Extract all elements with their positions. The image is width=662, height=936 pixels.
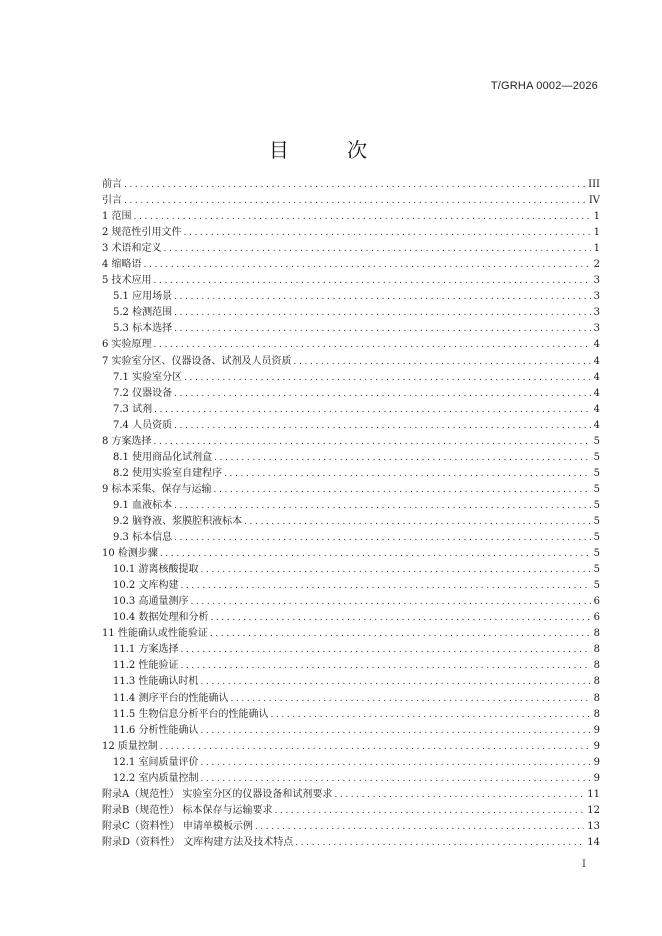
toc-leader-dots	[180, 578, 590, 594]
toc-entry-page: 8	[593, 692, 600, 704]
toc-entry-page: 6	[593, 612, 600, 624]
toc-leader-dots	[184, 370, 591, 386]
toc-entry-title: 7.2 仪器设备	[113, 387, 173, 399]
toc-leader-dots	[255, 819, 584, 835]
toc-leader-dots	[180, 658, 590, 674]
toc-entry[interactable]	[102, 305, 600, 321]
toc-leader-dots	[200, 674, 590, 690]
toc-entry-title: 10.1 游离核酸提取	[113, 564, 199, 576]
toc-entry[interactable]	[102, 610, 600, 626]
toc-entry-page: 13	[587, 820, 600, 832]
toc-leader-dots	[210, 610, 590, 626]
toc-entry-page: 8	[593, 660, 600, 672]
toc-leader-dots	[124, 193, 586, 209]
toc-entry-page: 2	[593, 259, 600, 271]
toc-entry-title: 5.2 检测范围	[113, 307, 173, 319]
toc-entry-title: 12.2 室内质量控制	[113, 772, 199, 784]
toc-entry-title: 2 规范性引用文件	[102, 227, 182, 239]
toc-leader-dots	[230, 691, 590, 707]
toc-entry[interactable]	[102, 723, 600, 739]
toc-entry-title: 附录A（规范性） 实验室分区的仪器设备和试剂要求	[102, 788, 333, 800]
toc-entry-title: 11.3 性能确认时机	[113, 676, 199, 688]
toc-leader-dots	[124, 177, 585, 193]
toc-entry-title: 9.1 血液标本	[113, 499, 173, 511]
toc-entry-page: 5	[593, 435, 600, 447]
toc-leader-dots	[174, 530, 591, 546]
page-number: I	[582, 859, 586, 870]
toc-entry-page: 5	[593, 467, 600, 479]
toc-entry-page: 3	[593, 275, 600, 287]
toc-leader-dots	[154, 434, 591, 450]
toc-leader-dots	[174, 498, 591, 514]
toc-entry[interactable]	[102, 691, 600, 707]
toc-entry-title: 12.1 室间质量评价	[113, 756, 199, 768]
toc-entry-title: 7 实验室分区、仪器设备、试剂及人员资质	[102, 355, 292, 367]
toc-leader-dots	[174, 386, 591, 402]
toc-entry[interactable]	[102, 771, 600, 787]
toc-entry[interactable]	[102, 739, 600, 755]
toc-entry-page: 11	[587, 788, 600, 800]
toc-leader-dots	[154, 402, 591, 418]
toc-leader-dots	[160, 739, 591, 755]
toc-entry-title: 11.2 性能验证	[113, 660, 179, 672]
toc-entry-page: 4	[593, 371, 600, 383]
toc-entry[interactable]	[102, 594, 600, 610]
toc-entry[interactable]	[102, 835, 600, 851]
toc-entry[interactable]	[102, 257, 600, 273]
toc-leader-dots	[180, 642, 590, 658]
toc-entry[interactable]	[102, 273, 600, 289]
toc-entry[interactable]	[102, 370, 600, 386]
toc-entry-page: 9	[593, 756, 600, 768]
toc-leader-dots	[184, 225, 591, 241]
toc-entry[interactable]	[102, 514, 600, 530]
toc-entry-page: 1	[593, 227, 600, 239]
toc-entry-title: 5 技术应用	[102, 275, 152, 287]
toc-entry-page: 3	[593, 323, 600, 335]
toc-entry-page: 5	[593, 515, 600, 527]
toc-entry-title: 附录C（资料性） 申请单模板示例	[102, 820, 253, 832]
toc-leader-dots	[154, 273, 591, 289]
toc-leader-dots	[164, 241, 591, 257]
toc-entry-page: 9	[593, 772, 600, 784]
toc-entry[interactable]	[102, 626, 600, 642]
toc-leader-dots	[174, 418, 591, 434]
toc-entry-title: 7.4 人员资质	[113, 419, 173, 431]
toc-leader-dots	[270, 707, 590, 723]
toc-entry[interactable]	[102, 434, 600, 450]
toc-entry-title: 4 缩略语	[102, 259, 142, 271]
toc-entry[interactable]	[102, 386, 600, 402]
toc-leader-dots	[154, 337, 591, 353]
toc-entry-page: 1	[593, 211, 600, 223]
toc-entry-page: 3	[593, 307, 600, 319]
toc-entry[interactable]	[102, 321, 600, 337]
toc-entry-title: 10.4 数据处理和分析	[113, 612, 209, 624]
toc-entry-title: 11.4 测序平台的性能确认	[113, 692, 229, 704]
toc-leader-dots	[294, 354, 591, 370]
toc-entry[interactable]	[102, 193, 600, 209]
toc-entry[interactable]	[102, 466, 600, 482]
toc-entry-page: 5	[593, 564, 600, 576]
toc-entry-page: 4	[593, 387, 600, 399]
toc-entry-title: 10 检测步骤	[102, 548, 158, 560]
toc-leader-dots	[210, 626, 591, 642]
toc-entry-page: 5	[593, 451, 600, 463]
toc-entry-page: 9	[593, 740, 600, 752]
table-of-contents	[102, 177, 600, 851]
toc-entry-page: 6	[593, 596, 600, 608]
toc-entry-page: 8	[593, 676, 600, 688]
toc-entry-page: 4	[593, 419, 600, 431]
toc-entry[interactable]	[102, 819, 600, 835]
toc-entry-title: 5.1 应用场景	[113, 291, 173, 303]
toc-leader-dots	[214, 450, 591, 466]
toc-entry-title: 前言	[102, 179, 122, 190]
toc-entry-page: 9	[593, 724, 600, 736]
toc-entry-title: 11.1 方案选择	[113, 644, 179, 656]
toc-entry-title: 5.3 标本选择	[113, 323, 173, 335]
toc-leader-dots	[334, 787, 584, 803]
toc-entry-page: 14	[587, 836, 600, 848]
toc-entry[interactable]	[102, 674, 600, 690]
toc-entry[interactable]	[102, 578, 600, 594]
toc-leader-dots	[200, 562, 590, 578]
toc-entry[interactable]	[102, 562, 600, 578]
toc-entry-page: 12	[587, 804, 600, 816]
toc-entry-title: 10.2 文库构建	[113, 580, 179, 592]
toc-entry-page: 5	[593, 499, 600, 511]
toc-leader-dots	[295, 835, 584, 851]
toc-entry[interactable]	[102, 241, 600, 257]
toc-entry[interactable]	[102, 803, 600, 819]
toc-entry-title: 7.1 实验室分区	[113, 371, 183, 383]
toc-leader-dots	[174, 305, 591, 321]
toc-entry-title: 7.3 试剂	[113, 403, 153, 415]
toc-entry[interactable]	[102, 418, 600, 434]
toc-leader-dots	[214, 482, 591, 498]
toc-entry-title: 9.3 标本信息	[113, 532, 173, 544]
toc-entry[interactable]	[102, 642, 600, 658]
toc-leader-dots	[144, 257, 591, 273]
toc-entry[interactable]	[102, 530, 600, 546]
toc-entry-page: 5	[593, 483, 600, 495]
toc-entry[interactable]	[102, 354, 600, 370]
toc-entry-page: 5	[593, 580, 600, 592]
toc-entry[interactable]	[102, 289, 600, 305]
toc-entry-page: 8	[593, 644, 600, 656]
toc-leader-dots	[174, 289, 591, 305]
toc-entry-title: 10.3 高通量测序	[113, 596, 189, 608]
toc-leader-dots	[200, 755, 590, 771]
toc-leader-dots	[160, 546, 591, 562]
toc-leader-dots	[200, 771, 590, 787]
toc-entry[interactable]	[102, 225, 600, 241]
toc-entry-title: 1 范围	[102, 211, 132, 223]
toc-entry[interactable]	[102, 658, 600, 674]
toc-entry-title: 附录B（规范性） 标本保存与运输要求	[102, 804, 273, 816]
toc-entry-page: 3	[593, 291, 600, 303]
toc-entry-title: 3 术语和定义	[102, 243, 162, 255]
toc-entry[interactable]	[102, 402, 600, 418]
toc-entry-page: 5	[593, 548, 600, 560]
toc-leader-dots	[275, 803, 585, 819]
toc-entry[interactable]	[102, 755, 600, 771]
toc-entry-title: 11.6 分析性能确认	[113, 724, 199, 736]
toc-entry[interactable]	[102, 498, 600, 514]
toc-entry-title: 11 性能确认或性能验证	[102, 628, 208, 640]
toc-entry-page: 5	[593, 532, 600, 544]
toc-entry-page: III	[588, 179, 600, 190]
toc-entry-title: 8.2 使用实验室自建程序	[113, 467, 223, 479]
toc-entry-title: 11.5 生物信息分析平台的性能确认	[113, 708, 269, 720]
toc-entry[interactable]	[102, 177, 600, 193]
toc-entry-title: 引言	[102, 195, 122, 207]
page-title: 目 次	[268, 138, 394, 162]
toc-entry-page: 4	[593, 339, 600, 351]
toc-entry-page: 4	[593, 403, 600, 415]
toc-leader-dots	[134, 209, 591, 225]
toc-entry[interactable]	[102, 209, 600, 225]
toc-entry-page: 8	[593, 628, 600, 640]
toc-leader-dots	[190, 594, 590, 610]
toc-entry[interactable]	[102, 546, 600, 562]
toc-entry-page: IV	[588, 195, 600, 207]
toc-leader-dots	[224, 466, 591, 482]
toc-entry[interactable]	[102, 707, 600, 723]
document-code: T/GRHA 0002—2026	[490, 80, 598, 92]
toc-entry-title: 8.1 使用商品化试剂盒	[113, 451, 213, 463]
toc-entry[interactable]	[102, 450, 600, 466]
toc-entry-page: 1	[593, 243, 600, 255]
toc-entry[interactable]	[102, 482, 600, 498]
toc-entry[interactable]	[102, 787, 600, 803]
toc-leader-dots	[200, 723, 590, 739]
toc-entry-title: 附录D（资料性） 文库构建方法及技术特点	[102, 836, 294, 848]
toc-entry-title: 9 标本采集、保存与运输	[102, 483, 212, 495]
toc-entry-page: 8	[593, 708, 600, 720]
toc-leader-dots	[174, 321, 591, 337]
toc-entry-title: 9.2 脑脊液、浆膜腔积液标本	[113, 515, 243, 527]
toc-entry-page: 4	[593, 355, 600, 367]
toc-leader-dots	[244, 514, 591, 530]
toc-entry[interactable]	[102, 337, 600, 353]
toc-entry-title: 6 实验原理	[102, 339, 152, 351]
toc-entry-title: 8 方案选择	[102, 435, 152, 447]
toc-entry-title: 12 质量控制	[102, 740, 158, 752]
